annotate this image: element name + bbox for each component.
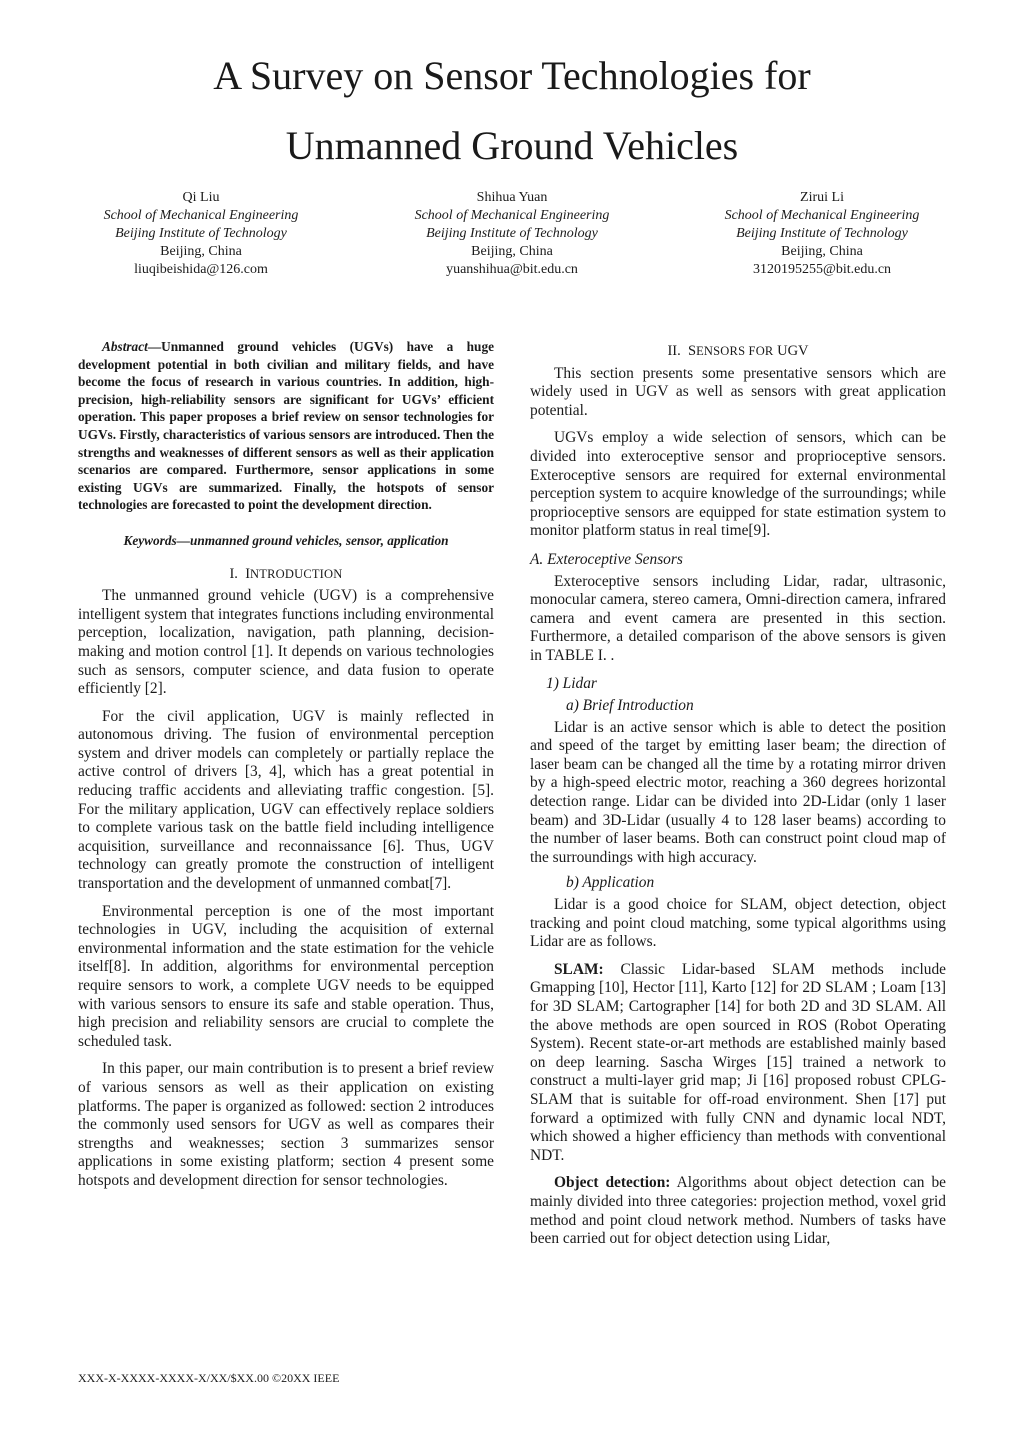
intro-paragraph-1: The unmanned ground vehicle (UGV) is a comprehensive intelligent system that integrates functions including environmental perception, localization, navigation, path planning, decision-making and motion control [1]. It depends on various technologies such as sensors, computer science, and data fusion to operate efficiently [2].	[78, 587, 494, 698]
intro-paragraph-4: In this paper, our main contribution is to present a brief review of various sensors as well as their application on existing platforms. The paper is organized as followed: section 2 introduces the commonly used sensors for UGV as well as compares their strengths and weaknesses; section 3 summarizes sensor applications in some existing platform; section 4 present some hotspots and development direction for sensor technologies.	[78, 1060, 494, 1189]
author-department: School of Mechanical Engineering	[414, 208, 610, 223]
author-city: Beijing, China	[471, 244, 553, 259]
section-title-rest: ENSORS FOR	[696, 344, 774, 358]
author-block-3	[662, 189, 982, 279]
author-block-1	[41, 189, 361, 279]
left-column	[78, 338, 494, 1191]
slam-paragraph	[530, 961, 946, 1166]
exteroceptive-paragraph: Exteroceptive sensors including Lidar, radar, ultrasonic, monocular camera, stereo camera, Omni-direction camera, infrared camera and event camera are presented in this section. Furthermore, a detailed comparison of the above sensors is given in TABLE I. .	[530, 572, 946, 664]
section-number: I.	[229, 565, 238, 582]
slam-label: SLAM:	[554, 960, 604, 978]
section-heading-sensors	[530, 342, 946, 361]
copyright-footer: XXX-X-XXXX-XXXX-X/XX/$XX.00 ©20XX IEEE	[78, 1371, 340, 1385]
author-name: Zirui Li	[800, 190, 844, 205]
abstract-label: Abstract	[102, 339, 148, 354]
author-institution: Beijing Institute of Technology	[426, 226, 598, 241]
abstract-text: Unmanned ground vehicles (UGVs) have a huge development potential in both civilian and military fields, and have become the focus of research in various countries. In addition, high-precision, high-reliability sensors are significant for UGVs’ efficient operation. This paper proposes a brief review on sensor technologies for UGVs. Firstly, characteristics of various sensors are introduced. Then the strengths and weaknesses of different sensors as well as their application scenarios are compared. Furthermore, sensor applications in some existing UGVs are summarized. Finally, the hotspots of sensor technologies are forecasted to point the development direction.	[78, 339, 494, 513]
paper-title-line-2: Unmanned Ground Vehicles	[285, 123, 739, 168]
author-department: School of Mechanical Engineering	[724, 208, 920, 223]
author-city: Beijing, China	[160, 244, 242, 259]
author-department: School of Mechanical Engineering	[103, 208, 299, 223]
heading-application: b) Application	[566, 874, 655, 892]
abstract	[78, 338, 494, 514]
section-number: II.	[667, 343, 681, 359]
author-email: liuqibeishida@126.com	[134, 262, 268, 277]
author-city: Beijing, China	[781, 244, 863, 259]
lidar-application-paragraph: Lidar is a good choice for SLAM, object detection, object tracking and point cloud matching, some typical algorithms using Lidar are as follows.	[530, 896, 946, 951]
author-institution: Beijing Institute of Technology	[736, 226, 908, 241]
object-detection-text: Algorithms about object detection can be mainly divided into three categories: projection method, voxel grid method and point cloud network method. Numbers of tasks have been carried out for object detection using Lidar,	[530, 1174, 946, 1248]
right-column	[530, 338, 946, 1249]
sensors-paragraph-2: UGVs employ a wide selection of sensors, which can be divided into exteroceptive sensor and proprioceptive sensors. Exteroceptive sensors are required for external environmental perception system to acquire knowledge of the surroundings; while proprioceptive sensors are equipped for state estimation system to monitor platform status in real time[9].	[530, 429, 946, 540]
paper-title-line-1: A Survey on Sensor Technologies for	[213, 53, 811, 98]
author-email: yuanshihua@bit.edu.cn	[446, 262, 578, 277]
sensors-paragraph-1: This section presents some presentative sensors which are widely used in UGV as well as sensors with great application potential.	[530, 364, 946, 419]
author-institution: Beijing Institute of Technology	[115, 226, 287, 241]
section-title-word: UGV	[777, 343, 809, 359]
author-email: 3120195255@bit.edu.cn	[752, 262, 892, 277]
author-block-2	[352, 189, 672, 279]
object-detection-label: Object detection:	[554, 1174, 671, 1192]
author-name: Shihua Yuan	[476, 190, 548, 205]
object-detection-paragraph	[530, 1174, 946, 1248]
subsubsection-heading-lidar: 1) Lidar	[546, 674, 597, 692]
keywords: Keywords—unmanned ground vehicles, sensor, application	[123, 532, 449, 548]
intro-paragraph-2: For the civil application, UGV is mainly reflected in autonomous driving. The fusion of environmental perception system and driver models can completely or partially replace the active control of drivers [3, 4], which has a great potential in reducing traffic accidents and alleviating traffic congestion. [5]. For the military application, UGV can effectively replace soldiers to complete various task on the battle field including intelligence acquisition, surveillance and reconnaissance [6]. Thus, UGV technology can greatly promote the construction of intelligent transportation and the development of unmanned combat[7].	[78, 707, 494, 893]
slam-text: Classic Lidar-based SLAM methods include Gmapping [10], Hector [11], Karto [12] for 2D SLAM ; Loam [13] for 3D SLAM; Cartographer [14] for both 2D and 3D SLAM. All the above methods are open sourced in ROS (Robot Operating System). Recent state-or-art methods are established mainly based on deep learning. Sascha Wirges [15] trained a network to construct a multi-layer grid map; Ji [16] proposed robust CPLG-SLAM that is suitable for off-road environment. Shen [17] put forward a optimized with fully CNN and dynamic local NDT, which showed a higher efficiency than methods with conventional NDT.	[530, 960, 946, 1164]
section-title-rest: NTRODUCTION	[250, 566, 343, 581]
section-heading-introduction	[78, 565, 494, 584]
author-name: Qi Liu	[182, 190, 220, 205]
abstract-dash: —	[147, 339, 162, 354]
section-title-cap: S	[688, 343, 697, 359]
lidar-intro-paragraph: Lidar is an active sensor which is able to detect the position and speed of the target by emitting laser beam; the direction of laser beam can be changed all the time by a rotating mirror driven by a high-speed electric motor, reaching a 360 degrees horizontal detection range. Lidar can be divided into 2D-Lidar (only 1 laser beam) and 3D-Lidar (usually 4 to 128 laser beams) according to the number of laser beams. Both can construct point cloud map of the surroundings with high accuracy.	[530, 718, 946, 866]
heading-brief-introduction: a) Brief Introduction	[566, 697, 694, 715]
intro-paragraph-3: Environmental perception is one of the most important technologies in UGV, including the acquisition of external environmental information and the state estimation for the vehicle itself[8]. In addition, algorithms for environmental perception require sensors to work, a complete UGV needs to be equipped with various sensors to ensure its safe and stable operation. Thus, high precision and reliability sensors are crucial to complete the scheduled task.	[78, 902, 494, 1050]
subsection-heading-exteroceptive: A. Exteroceptive Sensors	[530, 550, 683, 568]
section-title-cap: I	[245, 565, 251, 582]
